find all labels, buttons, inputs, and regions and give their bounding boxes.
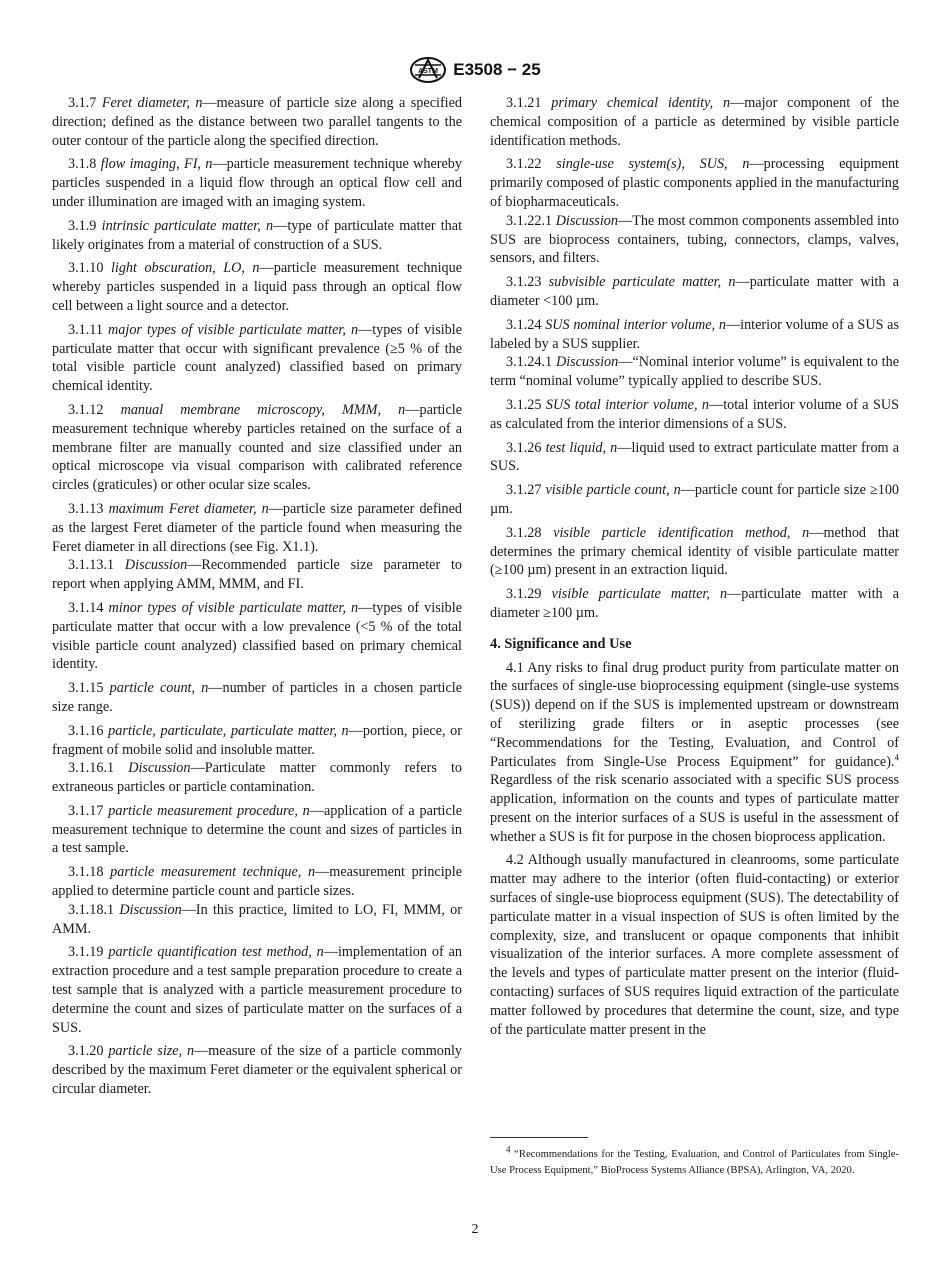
definition-term: Discussion bbox=[555, 212, 618, 229]
footnote-mark: 4 bbox=[506, 1144, 511, 1155]
definition-body: —application of a particle measurement technique to determine the count and sizes of particles in a test sample. bbox=[52, 802, 463, 857]
footnote-divider bbox=[490, 1137, 588, 1138]
definition-paragraph bbox=[52, 321, 462, 396]
definition-number: 3.1.8 bbox=[68, 156, 97, 173]
section-heading: 4. Significance and Use bbox=[490, 635, 632, 652]
definition-term: Feret diameter, n bbox=[101, 95, 203, 111]
definition-number: 3.1.28 bbox=[506, 524, 542, 541]
definition-term: visible particle identification method, n bbox=[553, 524, 810, 541]
definition-body: —total interior volume of a SUS as calculated from the interior dimensions of a SUS. bbox=[490, 396, 899, 432]
definition-paragraph bbox=[490, 585, 899, 623]
definition-paragraph bbox=[52, 759, 462, 797]
definition-paragraph bbox=[52, 1042, 462, 1098]
definition-term: subvisible particulate matter, n bbox=[548, 274, 736, 291]
definition-term: SUS nominal interior volume, n bbox=[545, 316, 726, 333]
definition-body: —“Nominal interior volume” is equivalent to the term “nominal volume” typically applied to describe SUS. bbox=[490, 354, 900, 390]
definition-number: 3.1.19 bbox=[68, 944, 104, 961]
definition-number: 3.1.18 bbox=[68, 864, 104, 881]
definition-term: Discussion bbox=[128, 760, 191, 777]
definition-paragraph bbox=[52, 802, 462, 858]
definition-term: particle count, n bbox=[109, 680, 209, 697]
definition-number: 3.1.9 bbox=[68, 217, 97, 234]
definition-body: —portion, piece, or fragment of mobile solid and insoluble matter. bbox=[52, 722, 462, 758]
page-number: 2 bbox=[471, 1222, 479, 1237]
definition-paragraph bbox=[52, 901, 462, 939]
definition-body: —measurement principle applied to determine particle count and particle sizes. bbox=[52, 864, 463, 900]
definition-body: —particulate matter with a diameter <100 µm. bbox=[490, 274, 899, 309]
paragraph-4-1 bbox=[490, 659, 899, 847]
definition-body: —Particulate matter commonly refers to extraneous particles or particle contamination. bbox=[52, 760, 462, 796]
definition-paragraph bbox=[490, 396, 899, 434]
definition-body: —major component of the chemical composition of a particle as determined by visible particle identification methods. bbox=[490, 95, 899, 149]
definition-body: —In this practice, limited to LO, FI, MMM, or AMM. bbox=[52, 901, 462, 937]
definition-paragraph bbox=[490, 94, 899, 150]
definition-body: —particle measurement technique whereby particles suspended in a liquid flow through an optical flow cell and under illumination are imaged with an imaging system. bbox=[52, 156, 462, 210]
definition-paragraph bbox=[52, 500, 462, 556]
definition-paragraph bbox=[52, 943, 462, 1037]
paragraph-4-1-text-a: 4.1 Any risks to final drug product purity from particulate matter on the surfaces of single-use bioprocessing equipment (single-use systems (SUS)) depend on if the SUS is implemented upstream or downstream of sterilizing grade filters or in aseptic processes (see “Recommendations for the Testing, Evaluation, and Control of Particulates from Single-Use Process Equipment” for guidance). bbox=[490, 659, 899, 770]
right-column bbox=[490, 94, 899, 1044]
definition-body: —particle count for particle size ≥100 µm. bbox=[490, 482, 900, 517]
definition-number: 3.1.10 bbox=[68, 260, 104, 277]
definition-term: visible particle count, n bbox=[545, 482, 681, 499]
definition-number: 3.1.12 bbox=[68, 401, 104, 418]
definition-term: visible particulate matter, n bbox=[551, 586, 728, 603]
definition-body: —processing equipment primarily composed of plastic components applied in the manufacturing of biopharmaceuticals. bbox=[490, 156, 899, 210]
definition-paragraph bbox=[52, 259, 462, 315]
footnote bbox=[490, 1144, 899, 1179]
paragraph-4-2: 4.2 Although usually manufactured in cleanrooms, some particulate matter may adhere to the interior (often fluid-contacting) or exterior surfaces of single-use bioprocess equipment (SUS). The detectability of particulate matter in a visual inspection of SUS is often limited by the complexity, size, and translucent or opaque components that inhibit visualization of the interior surfaces. A more complete assessment of the levels and types of particulate matter present on the interior (fluid-contacting) surfaces of SUS requires liquid extraction of the particulate matter followed by procedures that determine the count, size, and type of the particulate matter present in the bbox=[490, 852, 899, 1038]
definition-body: —particle measurement technique whereby particles suspended in a liquid pass through an optical flow cell between a light source and a detector. bbox=[52, 260, 463, 314]
definition-term: intrinsic particulate matter, n bbox=[101, 217, 274, 234]
definition-term: single-use system(s), SUS, n bbox=[556, 156, 750, 173]
definition-term: SUS total interior volume, n bbox=[545, 396, 710, 413]
definition-paragraph bbox=[490, 273, 899, 311]
definition-paragraph bbox=[52, 863, 462, 901]
definition-body: —implementation of an extraction procedure and a test sample preparation procedure to create a test sample that is analyzed with a particle measurement procedure to determine the count and sizes of particulate matter on the surfaces of a SUS. bbox=[52, 944, 462, 1036]
definition-term: flow imaging, FI, n bbox=[100, 156, 213, 173]
definition-body: —Recommended particle size parameter to report when applying AMM, MMM, and FI. bbox=[52, 557, 462, 593]
paragraph-4-1-text-b: Regardless of the risk scenario associated with a specific SUS process application, information on the counts and types of particulate matter present on the interior surfaces of a SUS is useful in the assessment of whether a SUS is fit for purpose in the chosen bioprocess application. bbox=[490, 772, 899, 845]
definition-number: 3.1.22 bbox=[506, 156, 542, 173]
definition-body: —The most common components assembled into SUS are bioprocess containers, tubing, connectors, clamps, valves, sensors, and filters. bbox=[490, 212, 900, 267]
definition-number: 3.1.24 bbox=[506, 316, 542, 333]
right-definitions bbox=[490, 94, 899, 623]
definition-body: —number of particles in a chosen particle size range. bbox=[52, 680, 463, 715]
definition-body: —type of particulate matter that likely originates from a material of construction of a SUS. bbox=[52, 217, 463, 253]
definition-body: —particle size parameter defined as the largest Feret diameter of the particle found when measuring the Feret diameter in all directions (see Fig. X1.1). bbox=[52, 500, 463, 555]
definition-term: manual membrane microscopy, MMM, n bbox=[120, 401, 406, 418]
definition-paragraph bbox=[490, 439, 899, 477]
definition-term: minor types of visible particulate matter, n bbox=[108, 599, 359, 616]
definition-body: —measure of particle size along a specified direction; defined as the distance between two parallel tangents to the outer contour of the particle along the specified direction. bbox=[52, 95, 462, 149]
definition-term: particle size, n bbox=[108, 1043, 195, 1060]
definition-term: Discussion bbox=[124, 557, 188, 574]
definition-term: test liquid, n bbox=[545, 439, 618, 456]
definition-paragraph bbox=[490, 212, 899, 268]
definition-number: 3.1.23 bbox=[506, 274, 542, 291]
definition-paragraph bbox=[490, 353, 899, 391]
definition-paragraph bbox=[52, 599, 462, 674]
definition-number: 3.1.13.1 bbox=[68, 557, 115, 574]
definition-number: 3.1.14 bbox=[68, 599, 104, 616]
definition-paragraph bbox=[52, 722, 462, 760]
definition-number: 3.1.21 bbox=[506, 95, 542, 111]
document-id: E3508 − 25 bbox=[453, 60, 541, 79]
definition-number: 3.1.17 bbox=[68, 802, 104, 819]
definition-term: primary chemical identity, n bbox=[551, 95, 731, 111]
definition-number: 3.1.13 bbox=[68, 500, 104, 517]
definition-term: particle, particulate, particulate matter, n bbox=[108, 722, 349, 739]
definition-paragraph bbox=[490, 481, 899, 519]
definition-number: 3.1.7 bbox=[68, 95, 97, 111]
definition-paragraph bbox=[52, 401, 462, 495]
definition-body: —method that determines the primary chemical identity of visible particulate matter (≥100 µm) present in an extraction liquid. bbox=[490, 524, 899, 579]
definition-number: 3.1.16 bbox=[68, 722, 104, 739]
definition-paragraph bbox=[52, 556, 462, 594]
definition-paragraph bbox=[490, 316, 899, 354]
definition-term: Discussion bbox=[555, 354, 619, 371]
definition-term: Discussion bbox=[119, 901, 182, 918]
definition-body: —particulate matter with a diameter ≥100 µm. bbox=[490, 586, 899, 621]
definition-term: particle measurement procedure, n bbox=[108, 802, 310, 819]
definition-paragraph bbox=[490, 524, 899, 580]
astm-logo-icon bbox=[409, 56, 447, 84]
page-header bbox=[0, 56, 950, 84]
definition-number: 3.1.20 bbox=[68, 1043, 104, 1060]
definition-number: 3.1.22.1 bbox=[506, 212, 553, 229]
definition-paragraph bbox=[52, 155, 462, 211]
definition-body: —types of visible particulate matter that occur with a low prevalence (<5 % of the total visible particle count analyzed) classified based on primary chemical identity. bbox=[52, 599, 462, 673]
definition-paragraph bbox=[52, 217, 462, 255]
definition-number: 3.1.15 bbox=[68, 680, 104, 697]
definition-paragraph bbox=[490, 155, 899, 211]
definition-number: 3.1.16.1 bbox=[68, 760, 115, 777]
definition-term: major types of visible particulate matter, n bbox=[108, 321, 359, 338]
definition-number: 3.1.29 bbox=[506, 586, 542, 603]
definition-body: —liquid used to extract particulate matter from a SUS. bbox=[490, 439, 899, 475]
footnote-text: “Recommendations for the Testing, Evaluation, and Control of Particulates from Single-Use Process Equipment,” BioProcess Systems Alliance (BPSA), Arlington, VA, 2020. bbox=[490, 1149, 899, 1177]
definition-body: —measure of the size of a particle commonly described by the maximum Feret diameter or the equivalent spherical or circular diameter. bbox=[52, 1043, 463, 1098]
definition-number: 3.1.18.1 bbox=[68, 901, 115, 918]
definition-paragraph bbox=[52, 94, 462, 150]
definition-number: 3.1.26 bbox=[506, 439, 542, 456]
left-column bbox=[52, 94, 462, 1104]
svg-text:ASTM: ASTM bbox=[418, 68, 439, 75]
definition-term: particle quantification test method, n bbox=[108, 944, 324, 961]
definition-body: —particle measurement technique whereby particles retained on the surface of a membrane filter are manually counted and size classified under an optical microscope via visual comparison with calibrated reference circles (graticules) or other ocular size scales. bbox=[52, 401, 463, 494]
definition-term: light obscuration, LO, n bbox=[110, 260, 260, 277]
definition-body: —types of visible particulate matter that occur with significant prevalence (≥5 % of the total visible particle count analyzed) classified based on primary chemical identity. bbox=[52, 321, 463, 395]
definition-term: maximum Feret diameter, n bbox=[108, 500, 269, 517]
definition-number: 3.1.25 bbox=[506, 396, 542, 413]
definition-body: —interior volume of a SUS as labeled by a SUS supplier. bbox=[490, 316, 899, 352]
definition-number: 3.1.11 bbox=[68, 321, 103, 338]
definition-number: 3.1.24.1 bbox=[506, 354, 553, 371]
footnote-ref-4[interactable]: 4 bbox=[894, 751, 899, 762]
definition-number: 3.1.27 bbox=[506, 482, 542, 499]
definition-term: particle measurement technique, n bbox=[110, 864, 316, 881]
definition-paragraph bbox=[52, 679, 462, 717]
